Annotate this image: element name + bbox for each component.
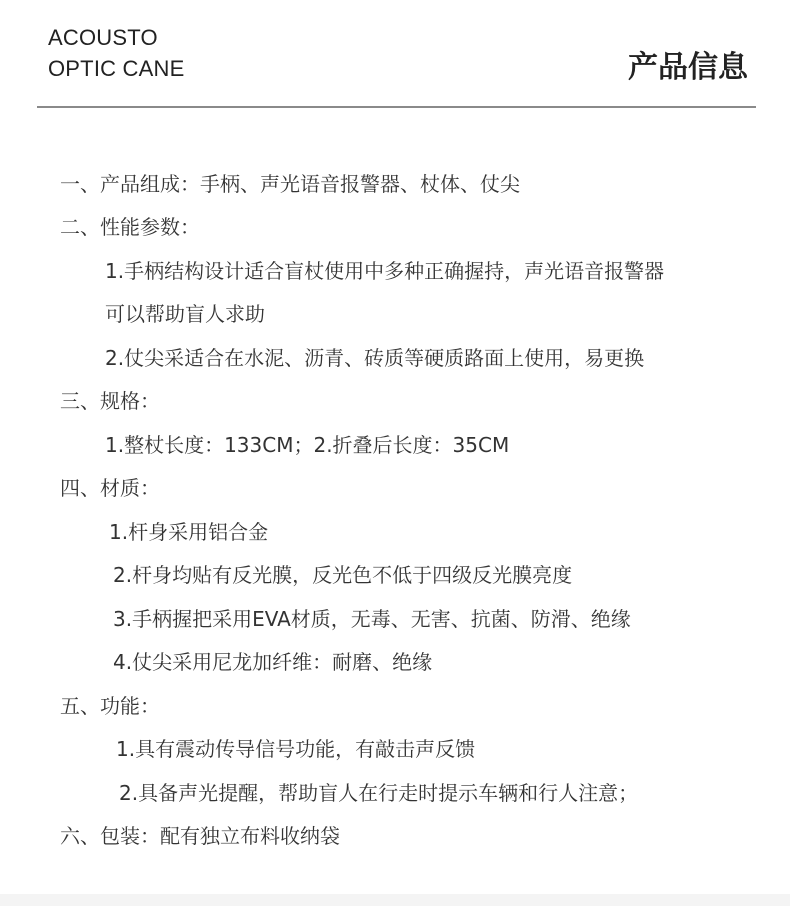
section-function-heading: 五、功能： bbox=[60, 694, 160, 718]
function-item-2: 2.具备声光提醒，帮助盲人在行走时提示车辆和行人注意； bbox=[119, 781, 639, 805]
header-divider bbox=[37, 106, 756, 108]
specs-item: 1.整杖长度：133CM；2.折叠后长度：35CM bbox=[105, 433, 510, 457]
material-item-2: 2.杆身均贴有反光膜，反光色不低于四级反光膜亮度 bbox=[113, 563, 573, 587]
section-performance-heading: 二、性能参数： bbox=[60, 215, 200, 239]
bottom-band bbox=[0, 894, 790, 906]
material-item-3: 3.手柄握把采用EVA材质，无毒、无害、抗菌、防滑、绝缘 bbox=[113, 607, 631, 631]
section-specs-heading: 三、规格： bbox=[60, 389, 160, 413]
performance-item-1: 1.手柄结构设计适合盲杖使用中多种正确握持，声光语音报警器 bbox=[105, 259, 665, 283]
brand-line-1: ACOUSTO bbox=[48, 25, 158, 50]
brand-name bbox=[48, 22, 184, 84]
performance-item-2: 2.仗尖采适合在水泥、沥青、砖质等硬质路面上使用，易更换 bbox=[105, 346, 645, 370]
section-material-heading: 四、材质： bbox=[60, 476, 160, 500]
material-item-1: 1.杆身采用铝合金 bbox=[109, 520, 269, 544]
function-item-1: 1.具有震动传导信号功能，有敲击声反馈 bbox=[116, 737, 476, 761]
section-composition: 一、产品组成：手柄、声光语音报警器、杖体、仗尖 bbox=[60, 172, 520, 196]
brand-line-2: OPTIC CANE bbox=[48, 56, 185, 81]
section-packaging: 六、包装：配有独立布料收纳袋 bbox=[60, 824, 340, 848]
material-item-4: 4.仗尖采用尼龙加纤维：耐磨、绝缘 bbox=[113, 650, 433, 674]
performance-item-1-cont: 可以帮助盲人求助 bbox=[105, 302, 265, 326]
page-title: 产品信息 bbox=[628, 50, 748, 85]
